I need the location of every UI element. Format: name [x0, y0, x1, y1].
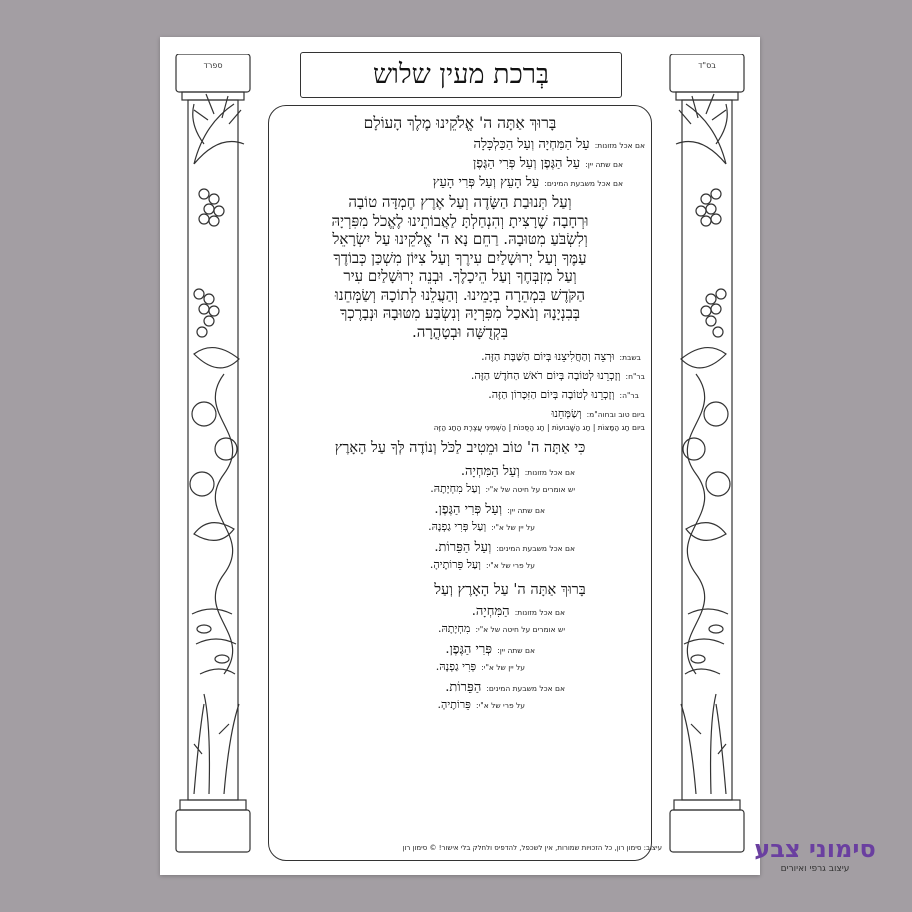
- ending-label: אם אכל משבעת המינים:: [486, 684, 565, 693]
- condition-label: אם אכל משבעת המינים:: [544, 179, 623, 188]
- ending-label: על פרי של א"י:: [476, 701, 525, 710]
- corner-right-label: בס"ד: [698, 61, 716, 70]
- endings-b: [275, 600, 645, 714]
- left-pillar-illustration: [174, 54, 252, 854]
- ending-label: אם אכל מזונות:: [524, 468, 575, 477]
- paragraph-line: וְלִשְׂבֹּעַ מִטּוּבָהּ. רַחֵם נָא ה' אֱלֹקֵינוּ עַל יִשְׂרָאֵל: [332, 230, 588, 248]
- ending-label: יש אומרים על חיטה של א"י:: [485, 485, 575, 494]
- paragraph-line: וְעַל תְּנוּבַת הַשָּׂדֶה וְעַל אֶרֶץ חֶמְדָּה טוֹבָה: [348, 193, 572, 211]
- ending-row: [275, 600, 565, 619]
- ending-label: על יין של א"י:: [491, 523, 535, 532]
- paragraph-line: וּרְחָבָה שֶׁרָצִיתָ וְהִנְחַלְתָּ לַאֲבוֹתֵינוּ לֶאֱכֹל מִפִּרְיָהּ: [331, 211, 589, 230]
- paragraph-line: וְעַל מִזְבְּחֶךָ וְעַל הֵיכָלֶךָ. וּבְנֵה יְרוּשָׁלַיִם עִיר: [343, 267, 577, 285]
- special-day-text: וְזָכְרֵנוּ לְטוֹבָה בְּיוֹם הַזִּכָּרוֹן הַזֶּה.: [488, 388, 615, 401]
- special-day-label: בר"ה:: [619, 391, 639, 400]
- condition-row: [275, 171, 645, 190]
- ending-label: אם אכל משבעת המינים:: [496, 544, 575, 553]
- special-day-text: וּרְצֵה וְהַחֲלִיצֵנוּ בְּיוֹם הַשַּׁבָּת הַזֶּה.: [481, 350, 615, 363]
- ending-text: וְעַל הַפֵּרוֹת.: [434, 540, 492, 555]
- ending-text: הַפֵּרוֹת.: [445, 680, 482, 695]
- ending-label: אם אכל מזונות:: [514, 608, 565, 617]
- brand-tagline: עיצוב גרפי ואיורים: [780, 864, 850, 874]
- ending-text: פְּרִי גַפְנָהּ.: [435, 660, 477, 673]
- brand-name: סימוני צבע: [754, 835, 876, 863]
- paragraph-line: בְּבִנְיָנָהּ וְנֹאכַל מִפִּרְיָהּ וְנִשְׂבַּע מִטּוּבָהּ וּנְבָרֶכְךָ: [339, 304, 581, 322]
- page-title: בְּרכת מעין שלוש: [372, 59, 550, 90]
- ending-text: הַמִּחְיָה.: [471, 604, 510, 619]
- ending-text: פְּרִי הַגֶּפֶן.: [445, 642, 493, 657]
- ending-label: על יין של א"י:: [481, 663, 525, 672]
- paragraph-line: הַקֹּדֶשׁ בִּמְהֵרָה בְיָמֵינוּ. וְהַעֲלֵנוּ לְתוֹכָהּ וְשַׂמְּחֵנוּ: [334, 285, 586, 304]
- ending-row: [275, 619, 565, 638]
- ending-row: [275, 676, 565, 695]
- special-day-label: ביום טוב ובחוה"מ:: [586, 410, 645, 419]
- ending-row: [275, 536, 575, 555]
- credit-line: עיצוב: סימון רון, כל הזכויות שמורות, אין לשכפל, להדפיס ולחלק בלי אישור! © סימון רון: [402, 844, 662, 852]
- ending-text: מִחְיָתָהּ.: [437, 622, 471, 635]
- ending-text: וְעַל מִחְיָתָהּ.: [430, 482, 481, 495]
- blessing-panel: [268, 105, 652, 861]
- special-day-label: בשבת:: [619, 353, 641, 362]
- ending-row: [275, 479, 575, 498]
- special-day-row: [275, 404, 645, 423]
- special-day-row: [275, 347, 645, 366]
- ending-row: [275, 517, 575, 536]
- ending-row: [275, 460, 575, 479]
- coloring-sheet: [160, 37, 760, 875]
- blessing-content: [275, 114, 645, 714]
- condition-label: אם שתה יין:: [585, 160, 623, 169]
- ending-text: וְעַל פְּרִי גַפְנָהּ.: [428, 520, 487, 533]
- condition-label: אם אכל מזונות:: [594, 141, 645, 150]
- ending-row: [275, 657, 565, 676]
- baruch-closing-line: בָּרוּךְ אַתָּה ה' עַל הָאָרֶץ וְעַל: [434, 582, 586, 598]
- condition-text: עַל הַמִּחְיָה וְעַל הַכַּלְכָּלָה: [473, 137, 590, 152]
- ending-row: [275, 638, 565, 657]
- ending-text: וְעַל פֵּרוֹתֶיהָ.: [429, 558, 481, 571]
- ending-label: אם שתה יין:: [507, 506, 545, 515]
- special-day-text: וְזָכְרֵנוּ לְטוֹבָה בְּיוֹם רֹאשׁ הַחֹדֶשׁ הַזֶּה.: [470, 369, 621, 382]
- condition-row: [275, 152, 645, 171]
- ending-row: [275, 695, 565, 714]
- ending-label: יש אומרים על חיטה של א"י:: [475, 625, 565, 634]
- paragraph-line: עַמֶּךָ וְעַל יְרוּשָׁלַיִם עִירֶךָ וְעַל צִיּוֹן מִשְׁכַּן כְּבוֹדֶךָ: [333, 248, 587, 267]
- condition-text: עַל הָעֵץ וְעַל פְּרִי הָעֵץ: [432, 175, 540, 190]
- right-pillar-illustration: [668, 54, 746, 854]
- special-day-label: בר"ח:: [625, 372, 645, 381]
- ki-ata-line: כִּי אַתָּה ה' טוֹב וּמֵטִיב לַכֹּל וְנוֹדֶה לְּךָ עַל הָאָרֶץ: [334, 440, 586, 456]
- ending-row: [275, 555, 575, 574]
- endings-a: [275, 460, 645, 574]
- title-box: [300, 52, 622, 98]
- ending-text: וְעַל הַמִּחְיָה.: [460, 464, 520, 479]
- corner-left-label: ספרד: [203, 61, 223, 70]
- paragraph-line: בִּקְדֻשָּׁה וּבְטָהֳרָה.: [411, 322, 508, 341]
- main-paragraph: [275, 193, 645, 341]
- special-day-text: וְשַׂמְּחֵנוּ: [551, 407, 582, 420]
- ending-row: [275, 498, 575, 517]
- ending-text: פֵּרוֹתֶיהָ.: [437, 698, 471, 711]
- special-day-row: [275, 366, 645, 385]
- condition-text: עַל הַגֶּפֶן וְעַל פְּרִי הַגֶּפֶן: [472, 156, 581, 171]
- ending-label: אם שתה יין:: [497, 646, 535, 655]
- holidays-list: ביום חַג הַמַּצּוֹת | חַג הַשָּׁבוּעוֹת | חַג הַסֻּכּוֹת | הַשְּׁמִינִי עֲצֶרֶת הַחַג הַזֶּה: [433, 423, 645, 432]
- condition-row: [275, 133, 645, 152]
- opening-line: בָּרוּךְ אַתָּה ה' אֱלֹקֵינוּ מֶלֶךְ הָעוֹלָם: [363, 114, 557, 132]
- ending-label: על פרי של א"י:: [486, 561, 535, 570]
- ending-text: וְעַל פְּרִי הַגֶּפֶן.: [434, 502, 503, 517]
- brand-logo: [745, 834, 885, 894]
- special-day-row: [275, 385, 645, 404]
